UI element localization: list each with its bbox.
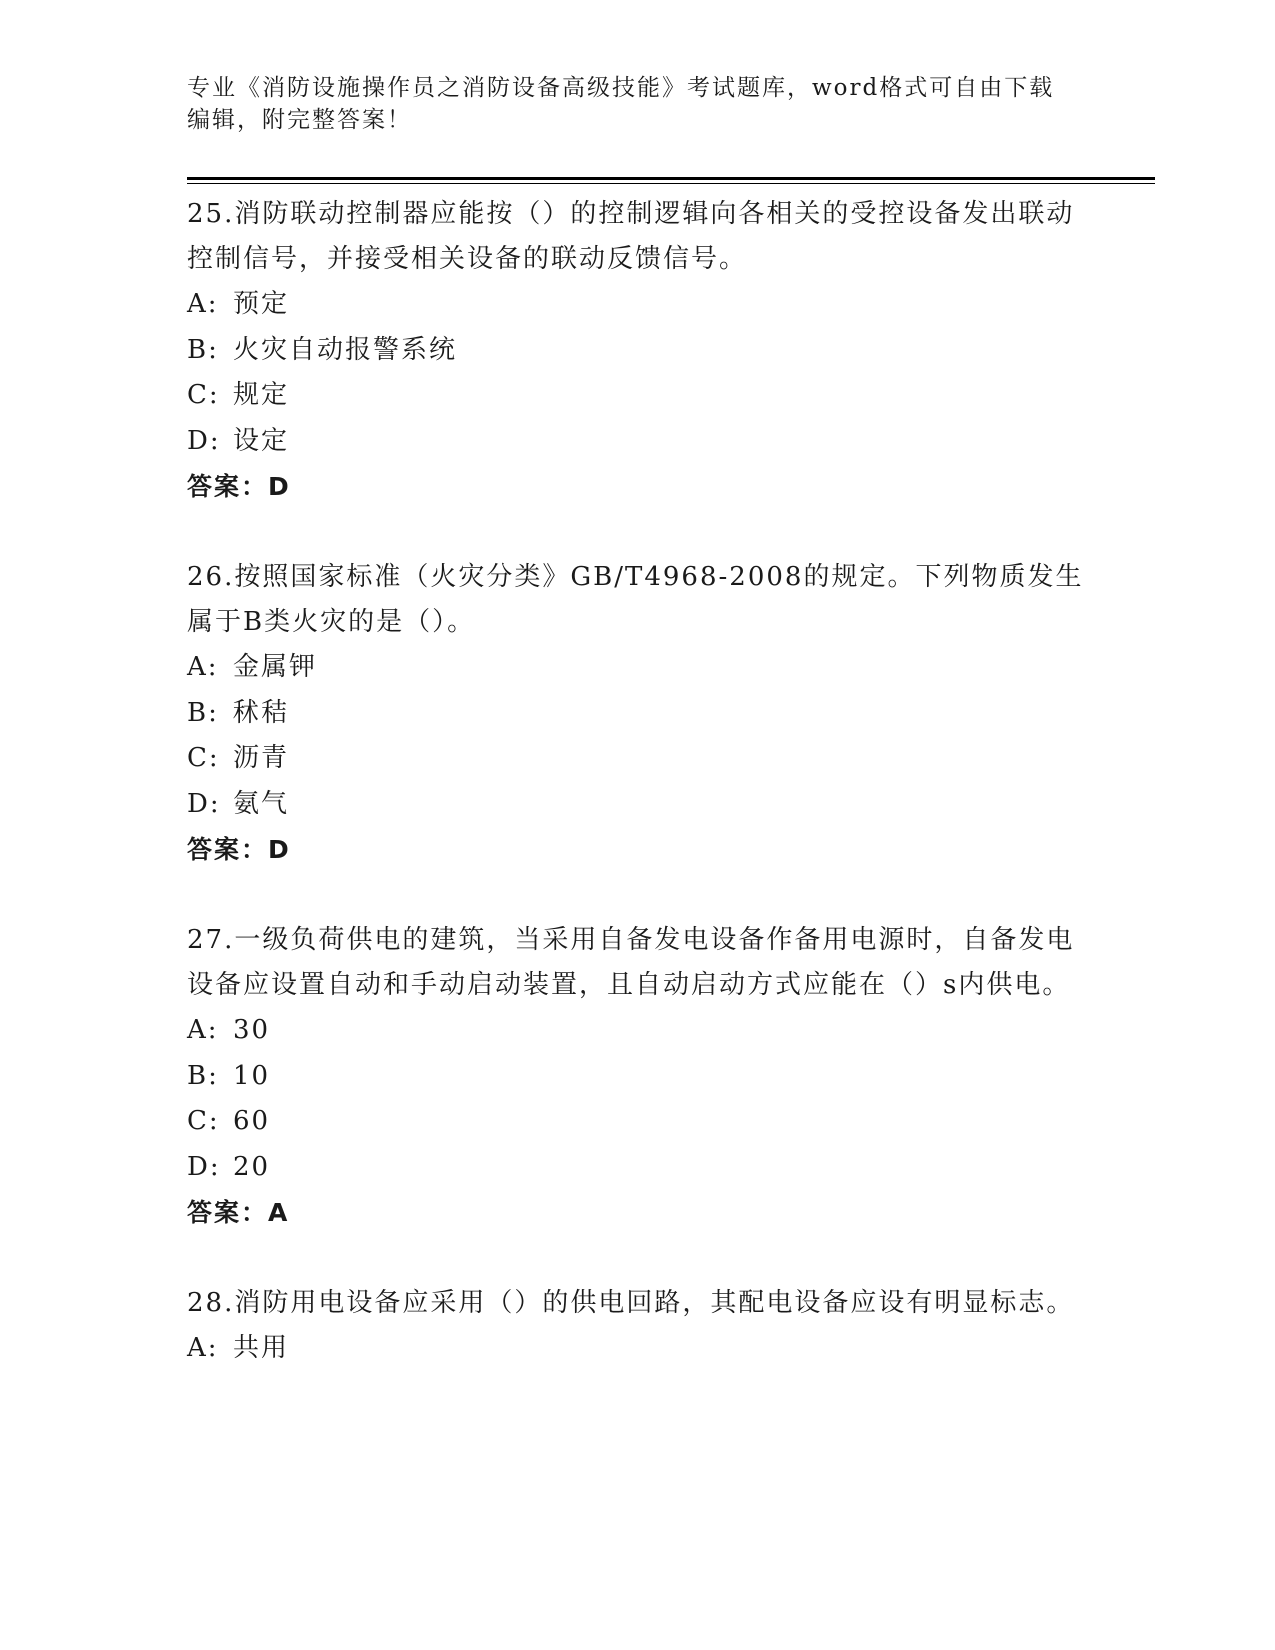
question-25 — [187, 192, 1087, 509]
question-stem: 25.消防联动控制器应能按（）的控制逻辑向各相关的受控设备发出联动控制信号，并接受相关设备的联动反馈信号。 — [187, 199, 1075, 274]
option-text: 秫秸 — [233, 697, 290, 728]
question-spacer — [187, 1235, 1087, 1281]
option-text: 30 — [233, 1015, 271, 1045]
option-text: 火灾自动报警系统 — [233, 334, 458, 365]
option-a — [187, 282, 1087, 328]
question-stem: 27.一级负荷供电的建筑，当采用自备发电设备作备用电源时，自备发电设备应设置自动和手动启动装置，且自动启动方式应能在（）s内供电。 — [187, 925, 1075, 1000]
option-d — [187, 782, 1087, 828]
option-a — [187, 645, 1087, 691]
option-key: D: — [187, 788, 221, 819]
question-stem: 26.按照国家标准（火灾分类》GB/T4968-2008的规定。下列物质发生属于B类火灾的是（）。 — [187, 562, 1084, 637]
option-key: A: — [187, 1333, 219, 1363]
option-key: C: — [187, 380, 220, 410]
option-key: C: — [187, 743, 220, 773]
option-b — [187, 328, 1087, 374]
option-a — [187, 1326, 1087, 1372]
question-28 — [187, 1281, 1087, 1372]
option-text: 沥青 — [233, 743, 290, 773]
option-key: B: — [187, 334, 219, 365]
option-text: 共用 — [233, 1333, 290, 1363]
question-26 — [187, 555, 1087, 872]
header-divider-thick — [187, 177, 1155, 180]
option-key: D: — [187, 425, 221, 456]
option-d — [187, 419, 1087, 465]
option-d — [187, 1145, 1087, 1191]
option-b — [187, 691, 1087, 737]
option-a — [187, 1008, 1087, 1054]
header-divider-thin — [187, 183, 1155, 184]
option-text: 规定 — [233, 380, 290, 410]
answer-line: 答案：D — [187, 835, 291, 864]
option-c — [187, 736, 1087, 782]
header-text: 专业《消防设施操作员之消防设备高级技能》考试题库，word格式可自由下载编辑，附完整答案！ — [187, 75, 1055, 133]
option-text: 氨气 — [233, 788, 290, 819]
question-list — [187, 192, 1087, 1372]
option-key: A: — [187, 289, 219, 319]
question-spacer — [187, 509, 1087, 555]
option-text: 20 — [233, 1151, 271, 1182]
option-text: 金属钾 — [233, 652, 318, 682]
question-spacer — [187, 872, 1087, 918]
option-key: A: — [187, 1015, 219, 1045]
option-c — [187, 1099, 1087, 1145]
option-b — [187, 1054, 1087, 1100]
option-key: D: — [187, 1151, 221, 1182]
option-key: A: — [187, 652, 219, 682]
answer-line: 答案：D — [187, 472, 291, 501]
answer-line: 答案：A — [187, 1198, 290, 1227]
question-27 — [187, 918, 1087, 1235]
option-key: B: — [187, 697, 219, 728]
option-key: C: — [187, 1106, 220, 1136]
question-stem: 28.消防用电设备应采用（）的供电回路，其配电设备应设有明显标志。 — [187, 1288, 1075, 1318]
option-text: 预定 — [233, 289, 290, 319]
option-text: 60 — [233, 1106, 271, 1136]
option-c — [187, 373, 1087, 419]
option-text: 10 — [233, 1060, 271, 1091]
option-key: B: — [187, 1060, 219, 1091]
option-text: 设定 — [233, 425, 290, 456]
